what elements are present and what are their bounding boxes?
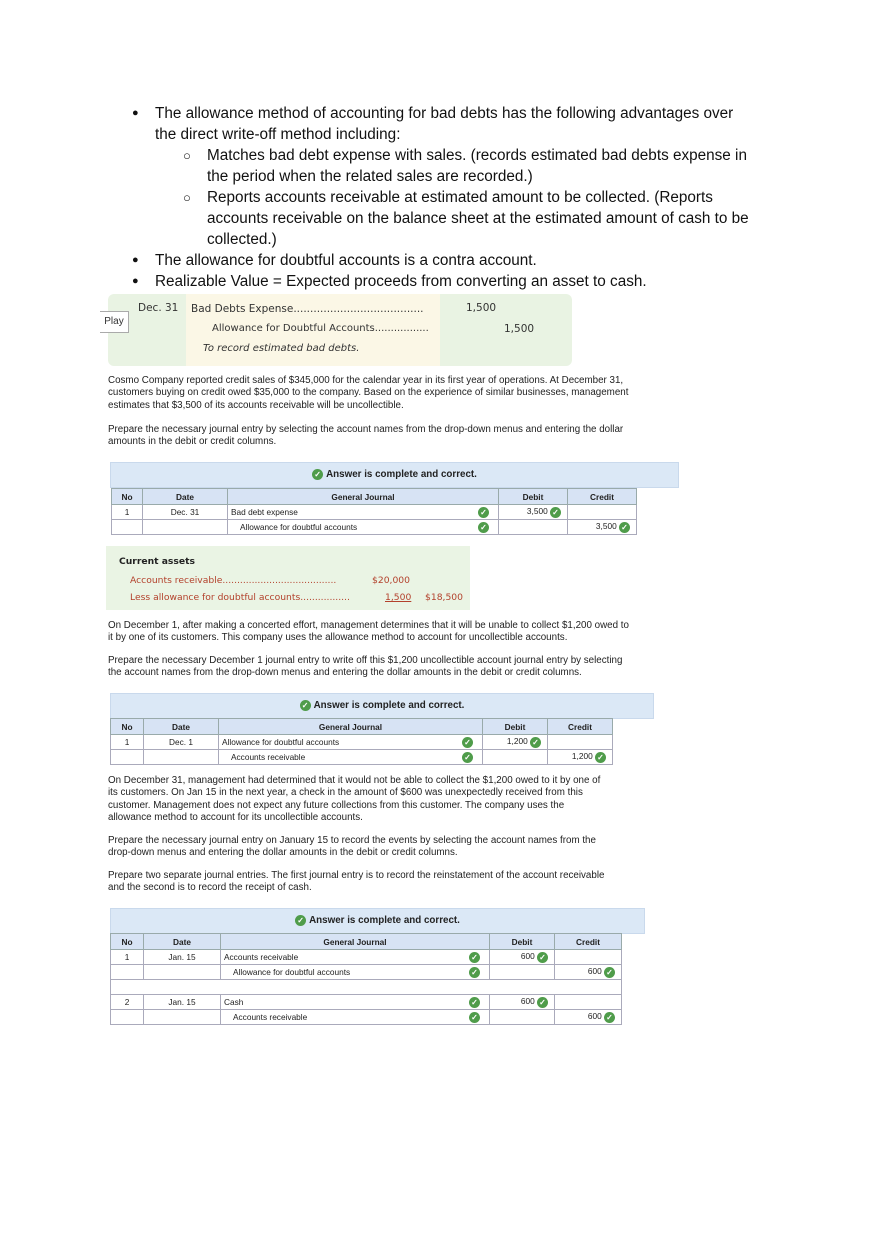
check-icon: ✓	[469, 1012, 480, 1023]
text-line: Prepare the necessary December 1 journal entry to write off this $1,200 uncollectible account journal entry by selecting	[108, 655, 623, 666]
check-icon: ✓	[550, 507, 561, 518]
account-select[interactable]: Allowance for doubtful accounts	[219, 735, 457, 750]
table-row	[111, 750, 613, 765]
text-line: the account names from the drop-down menus and entering the dollar amounts in the debit or credit columns.	[108, 667, 582, 679]
text-line: Cosmo Company reported credit sales of $345,000 for the calendar year in its first year of operations. At December 31,	[108, 375, 624, 386]
debit-input[interactable]	[490, 995, 555, 1010]
bullet-text: Realizable Value = Expected proceeds from converting an asset to cash.	[155, 273, 647, 290]
check-icon: ✓	[619, 522, 630, 533]
row-no: 1	[111, 950, 144, 965]
credit-input[interactable]	[555, 950, 622, 965]
debit-value: 600	[520, 996, 535, 1007]
check-icon: ✓	[469, 967, 480, 978]
journal-debit-amount: 1,500	[466, 302, 497, 314]
check-icon: ✓	[604, 967, 615, 978]
problem1-paragraph	[108, 375, 688, 412]
row-date[interactable]	[143, 520, 228, 535]
debit-value: 600	[520, 951, 535, 962]
text-line: Prepare the necessary journal entry by selecting the account names from the drop-down menus and entering the dollar	[108, 424, 624, 435]
col-date: Date	[143, 489, 228, 505]
table-header-row	[112, 489, 637, 505]
row-date[interactable]: Jan. 15	[144, 995, 221, 1010]
debit-input[interactable]	[483, 735, 548, 750]
table-row	[112, 520, 637, 535]
account-select[interactable]: Cash	[221, 995, 464, 1010]
journal-table-1	[111, 488, 637, 535]
bullet-dot-icon: ●	[132, 107, 139, 119]
debit-input[interactable]	[483, 750, 548, 765]
bullet-text: the direct write-off method including:	[155, 126, 401, 143]
allowance-label: Less allowance for doubtful accounts.................	[130, 592, 350, 603]
check-icon: ✓	[478, 507, 489, 518]
col-date: Date	[144, 719, 219, 735]
sub-bullet-text: the period when the related sales are recorded.)	[207, 168, 533, 185]
account-select[interactable]: Accounts receivable	[219, 750, 457, 765]
bullet-item	[132, 103, 832, 145]
col-credit: Credit	[568, 489, 637, 505]
text-line: Prepare the necessary journal entry on January 15 to record the events by selecting the account names from the	[108, 835, 596, 846]
debit-input[interactable]	[490, 950, 555, 965]
table-header-row	[111, 934, 622, 950]
bullet-item	[132, 271, 832, 292]
text-line: estimates that $3,500 of its accounts receivable will be uncollectible.	[108, 399, 404, 411]
journal-memo: To record estimated bad debts.	[203, 343, 360, 354]
check-icon: ✓	[478, 522, 489, 533]
journal-debit-account: Bad Debts Expense.......................................	[191, 303, 424, 315]
col-journal: General Journal	[221, 934, 490, 950]
row-date[interactable]	[144, 965, 221, 980]
bullet-item	[132, 250, 832, 271]
sub-bullet-item	[183, 145, 823, 187]
row-no: 2	[111, 995, 144, 1010]
table-row	[111, 995, 622, 1010]
bullet-text: The allowance for doubtful accounts is a contra account.	[155, 252, 537, 269]
accounts-receivable-label: Accounts receivable.......................................	[130, 575, 337, 586]
play-button[interactable]: Play	[100, 311, 129, 333]
check-icon: ✓	[537, 952, 548, 963]
account-select[interactable]: Accounts receivable	[221, 1010, 464, 1025]
col-credit: Credit	[555, 934, 622, 950]
table-row	[111, 965, 622, 980]
row-date[interactable]: Dec. 1	[144, 735, 219, 750]
answer-status-bar	[110, 693, 654, 719]
col-debit: Debit	[483, 719, 548, 735]
col-no: No	[111, 719, 144, 735]
circle-bullet-icon: ○	[183, 190, 191, 205]
text-line: On December 31, management had determined that it would not be able to collect the $1,200 owed to it by one of	[108, 775, 601, 786]
net-receivable-amount: $18,500	[425, 592, 463, 603]
table-row	[111, 735, 613, 750]
check-icon: ✓	[312, 469, 323, 480]
debit-value: 1,200	[506, 736, 528, 747]
row-date[interactable]	[144, 1010, 221, 1025]
text-line: and the second is to record the receipt of cash.	[108, 882, 312, 894]
col-credit: Credit	[548, 719, 613, 735]
account-select[interactable]: Allowance for doubtful accounts	[221, 965, 464, 980]
credit-value: 600	[587, 966, 602, 977]
answer-status-bar	[110, 462, 679, 488]
journal-example	[108, 294, 572, 366]
account-select[interactable]: Allowance for doubtful accounts	[228, 520, 473, 535]
credit-input[interactable]	[555, 995, 622, 1010]
check-icon: ✓	[300, 700, 311, 711]
text-line: Prepare two separate journal entries. The first journal entry is to record the reinstatement of the account receivable	[108, 870, 605, 881]
problem3-paragraph	[108, 775, 688, 824]
col-no: No	[112, 489, 143, 505]
col-journal: General Journal	[219, 719, 483, 735]
problem3-instructions	[108, 835, 688, 860]
text-line: amounts in the debit or credit columns.	[108, 436, 277, 448]
credit-input[interactable]	[555, 965, 622, 980]
col-journal: General Journal	[228, 489, 499, 505]
account-select[interactable]: Accounts receivable	[221, 950, 464, 965]
answer-status-text: Answer is complete and correct.	[313, 700, 465, 711]
table-header-row	[111, 719, 613, 735]
row-date[interactable]: Jan. 15	[144, 950, 221, 965]
text-line: allowance method to account for its uncollectible accounts.	[108, 811, 363, 823]
account-select[interactable]: Bad debt expense	[228, 505, 473, 520]
credit-input[interactable]	[548, 750, 613, 765]
bullet-dot-icon: ●	[132, 275, 139, 287]
text-line: its customers. On Jan 15 in the next year, a check in the amount of $600 was unexpectedly received from this	[108, 787, 583, 799]
credit-value: 1,200	[571, 751, 593, 762]
allowance-amount: 1,500	[385, 592, 412, 603]
sub-bullet-text: collected.)	[207, 231, 277, 248]
problem3-note	[108, 870, 688, 895]
text-line: it by one of its customers. This company uses the allowance method to account for uncollectible accounts.	[108, 632, 568, 644]
credit-input[interactable]	[548, 735, 613, 750]
col-debit: Debit	[499, 489, 568, 505]
row-no: 1	[111, 735, 144, 750]
answer-status-text: Answer is complete and correct.	[326, 469, 477, 480]
check-icon: ✓	[295, 915, 306, 926]
row-no: 1	[112, 505, 143, 520]
credit-value: 600	[587, 1011, 602, 1022]
current-assets-box	[106, 546, 470, 610]
text-line: customer. Management does not expect any future collections from this customer. The company uses the	[108, 799, 565, 811]
check-icon: ✓	[595, 752, 606, 763]
journal-date: Dec. 31	[138, 302, 179, 314]
journal-table-3	[110, 933, 622, 1025]
table-row	[111, 950, 622, 965]
credit-input[interactable]	[568, 505, 637, 520]
journal-credit-amount: 1,500	[504, 323, 535, 335]
journal-table-2	[110, 718, 613, 765]
text-line: drop-down menus and entering the dollar amounts in the debit or credit columns.	[108, 847, 458, 859]
credit-value: 3,500	[595, 521, 617, 532]
debit-value: 3,500	[526, 506, 548, 517]
check-icon: ✓	[462, 752, 473, 763]
debit-input[interactable]	[490, 1010, 555, 1025]
col-debit: Debit	[490, 934, 555, 950]
text-line: On December 1, after making a concerted effort, management determines that it will be unable to collect $1,200 owed to	[108, 620, 629, 631]
credit-input[interactable]	[568, 520, 637, 535]
row-date[interactable]: Dec. 31	[143, 505, 228, 520]
check-icon: ✓	[462, 737, 473, 748]
credit-input[interactable]	[555, 1010, 622, 1025]
circle-bullet-icon: ○	[183, 148, 191, 163]
row-date[interactable]	[144, 750, 219, 765]
check-icon: ✓	[530, 737, 541, 748]
sub-bullet-text: accounts receivable on the balance sheet at the estimated amount of cash to be	[207, 210, 749, 227]
sub-bullet-item	[183, 187, 823, 250]
debit-input[interactable]	[490, 965, 555, 980]
problem1-instructions	[108, 424, 688, 449]
check-icon: ✓	[604, 1012, 615, 1023]
table-row	[112, 505, 637, 520]
journal-credit-account: Allowance for Doubtful Accounts.................	[212, 323, 429, 334]
current-assets-title: Current assets	[119, 556, 195, 567]
table-row	[111, 1010, 622, 1025]
table-spacer	[111, 980, 622, 995]
problem2-instructions	[108, 655, 688, 680]
check-icon: ✓	[537, 997, 548, 1008]
check-icon: ✓	[469, 952, 480, 963]
accounts-receivable-amount: $20,000	[372, 575, 410, 586]
sub-bullet-text: Reports accounts receivable at estimated amount to be collected. (Reports	[207, 189, 713, 206]
bullet-text: The allowance method of accounting for bad debts has the following advantages over	[155, 105, 734, 122]
col-no: No	[111, 934, 144, 950]
answer-status-bar	[110, 908, 645, 934]
debit-input[interactable]	[499, 505, 568, 520]
bullet-dot-icon: ●	[132, 254, 139, 266]
col-date: Date	[144, 934, 221, 950]
text-line: customers buying on credit owed $35,000 to the company. Based on the experience of similar businesses, management	[108, 387, 629, 399]
sub-bullet-text: Matches bad debt expense with sales. (records estimated bad debts expense in	[207, 147, 747, 164]
problem2-paragraph	[108, 620, 688, 645]
answer-status-text: Answer is complete and correct.	[309, 915, 460, 926]
debit-input[interactable]	[499, 520, 568, 535]
check-icon: ✓	[469, 997, 480, 1008]
